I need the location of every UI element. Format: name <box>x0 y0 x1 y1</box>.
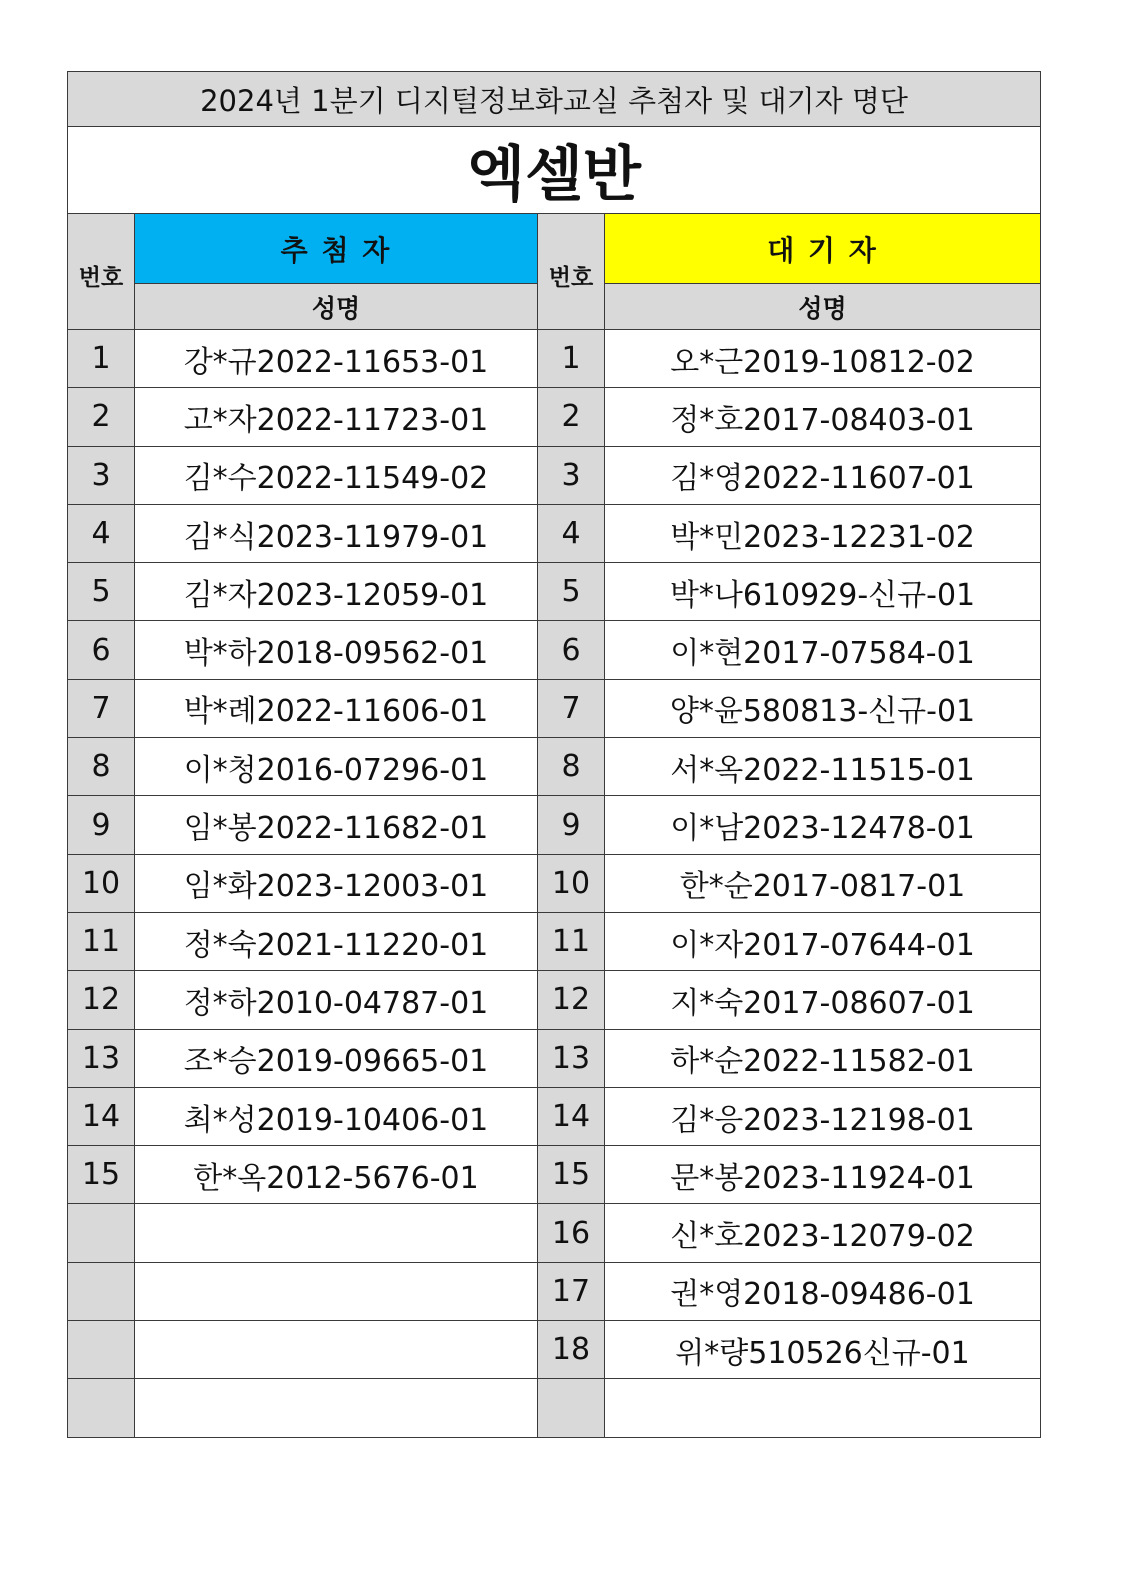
waiting-number-cell: 17 <box>538 1262 605 1320</box>
selected-number-cell: 12 <box>68 971 135 1029</box>
selected-name-cell: 고*자2022-11723-01 <box>135 388 538 446</box>
waiting-name-cell: 이*현2017-07584-01 <box>605 621 1041 679</box>
selected-name-cell: 임*봉2022-11682-01 <box>135 796 538 854</box>
class-name: 엑셀반 <box>68 127 1041 214</box>
waiting-name-cell: 박*나610929-신규-01 <box>605 563 1041 621</box>
selected-number-cell: 8 <box>68 738 135 796</box>
selected-number-cell: 10 <box>68 854 135 912</box>
table-row <box>68 621 1041 679</box>
waiting-name-header: 성명 <box>605 284 1041 330</box>
waiting-number-cell: 16 <box>538 1204 605 1262</box>
waiting-number-cell: 7 <box>538 679 605 737</box>
selected-number-cell: 1 <box>68 330 135 388</box>
waiting-number-cell: 13 <box>538 1029 605 1087</box>
selected-number-cell: 7 <box>68 679 135 737</box>
waiting-number-cell: 5 <box>538 563 605 621</box>
selected-number-cell: 6 <box>68 621 135 679</box>
table-row <box>68 679 1041 737</box>
roster-body <box>68 330 1041 1438</box>
table-row <box>68 1262 1041 1320</box>
waiting-number-cell: 10 <box>538 854 605 912</box>
selected-name-cell <box>135 1262 538 1320</box>
selected-name-cell: 최*성2019-10406-01 <box>135 1087 538 1145</box>
waiting-number-cell: 11 <box>538 912 605 970</box>
table-row <box>68 504 1041 562</box>
selected-number-cell <box>68 1321 135 1379</box>
selected-name-cell: 임*화2023-12003-01 <box>135 854 538 912</box>
table-row <box>68 330 1041 388</box>
selected-name-cell: 김*식2023-11979-01 <box>135 504 538 562</box>
table-row <box>68 1029 1041 1087</box>
selected-number-cell <box>68 1204 135 1262</box>
waiting-number-cell: 3 <box>538 446 605 504</box>
table-row <box>68 1087 1041 1145</box>
table-row <box>68 738 1041 796</box>
waiting-number-cell: 1 <box>538 330 605 388</box>
waiting-number-cell: 4 <box>538 504 605 562</box>
selected-name-cell: 조*승2019-09665-01 <box>135 1029 538 1087</box>
table-row <box>68 1146 1041 1204</box>
selected-number-cell: 2 <box>68 388 135 446</box>
selected-name-cell: 정*하2010-04787-01 <box>135 971 538 1029</box>
table-row <box>68 563 1041 621</box>
table-row <box>68 388 1041 446</box>
waiting-name-cell: 김*영2022-11607-01 <box>605 446 1041 504</box>
roster-table <box>67 71 1041 1438</box>
table-row <box>68 1379 1041 1437</box>
waiting-name-cell: 오*근2019-10812-02 <box>605 330 1041 388</box>
waiting-number-cell: 15 <box>538 1146 605 1204</box>
waiting-name-cell: 박*민2023-12231-02 <box>605 504 1041 562</box>
waiting-name-cell: 양*윤580813-신규-01 <box>605 679 1041 737</box>
table-row <box>68 854 1041 912</box>
selected-number-cell: 5 <box>68 563 135 621</box>
selected-name-cell: 박*례2022-11606-01 <box>135 679 538 737</box>
selected-group-header: 추 첨 자 <box>135 214 538 284</box>
selected-name-cell <box>135 1321 538 1379</box>
waiting-number-cell <box>538 1379 605 1437</box>
selected-number-cell: 15 <box>68 1146 135 1204</box>
selected-number-header: 번호 <box>68 214 135 330</box>
selected-name-cell: 박*하2018-09562-01 <box>135 621 538 679</box>
selected-number-cell <box>68 1379 135 1437</box>
table-row <box>68 1321 1041 1379</box>
selected-number-cell: 13 <box>68 1029 135 1087</box>
waiting-number-cell: 6 <box>538 621 605 679</box>
waiting-name-cell: 이*자2017-07644-01 <box>605 912 1041 970</box>
waiting-number-cell: 12 <box>538 971 605 1029</box>
waiting-number-header: 번호 <box>538 214 605 330</box>
waiting-number-cell: 2 <box>538 388 605 446</box>
waiting-name-cell: 신*호2023-12079-02 <box>605 1204 1041 1262</box>
waiting-name-cell: 권*영2018-09486-01 <box>605 1262 1041 1320</box>
selected-name-cell: 정*숙2021-11220-01 <box>135 912 538 970</box>
waiting-name-cell: 한*순2017-0817-01 <box>605 854 1041 912</box>
table-row <box>68 971 1041 1029</box>
selected-name-cell: 김*자2023-12059-01 <box>135 563 538 621</box>
selected-name-cell: 이*청2016-07296-01 <box>135 738 538 796</box>
table-row <box>68 912 1041 970</box>
table-row <box>68 796 1041 854</box>
waiting-number-cell: 9 <box>538 796 605 854</box>
waiting-name-cell: 이*남2023-12478-01 <box>605 796 1041 854</box>
document-title: 2024년 1분기 디지털정보화교실 추첨자 및 대기자 명단 <box>68 72 1041 127</box>
waiting-name-cell: 김*응2023-12198-01 <box>605 1087 1041 1145</box>
waiting-name-cell: 서*옥2022-11515-01 <box>605 738 1041 796</box>
waiting-name-cell: 위*량510526신규-01 <box>605 1321 1041 1379</box>
selected-name-cell: 강*규2022-11653-01 <box>135 330 538 388</box>
selected-name-cell <box>135 1204 538 1262</box>
selected-number-cell: 3 <box>68 446 135 504</box>
waiting-name-cell: 정*호2017-08403-01 <box>605 388 1041 446</box>
selected-name-cell: 한*옥2012-5676-01 <box>135 1146 538 1204</box>
selected-name-header: 성명 <box>135 284 538 330</box>
waiting-name-cell <box>605 1379 1041 1437</box>
selected-name-cell <box>135 1379 538 1437</box>
waiting-number-cell: 8 <box>538 738 605 796</box>
selected-number-cell: 14 <box>68 1087 135 1145</box>
waiting-name-cell: 지*숙2017-08607-01 <box>605 971 1041 1029</box>
waiting-number-cell: 14 <box>538 1087 605 1145</box>
table-row <box>68 446 1041 504</box>
selected-name-cell: 김*수2022-11549-02 <box>135 446 538 504</box>
selected-number-cell: 9 <box>68 796 135 854</box>
waiting-group-header: 대 기 자 <box>605 214 1041 284</box>
selected-number-cell: 11 <box>68 912 135 970</box>
waiting-number-cell: 18 <box>538 1321 605 1379</box>
selected-number-cell <box>68 1262 135 1320</box>
selected-number-cell: 4 <box>68 504 135 562</box>
table-row <box>68 1204 1041 1262</box>
waiting-name-cell: 하*순2022-11582-01 <box>605 1029 1041 1087</box>
waiting-name-cell: 문*봉2023-11924-01 <box>605 1146 1041 1204</box>
